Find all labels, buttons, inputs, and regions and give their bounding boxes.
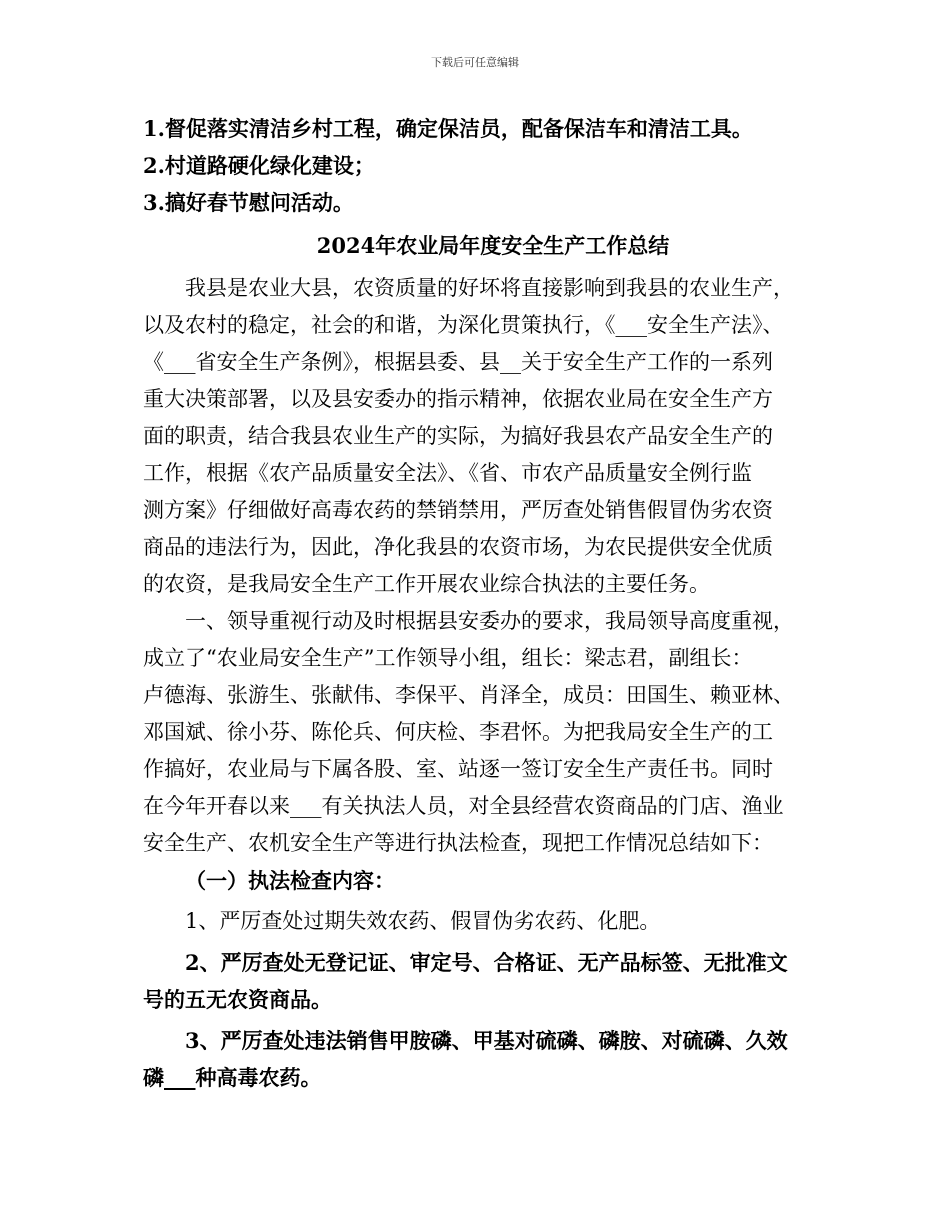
document-title: 2024年农业局年度安全生产工作总结: [316, 233, 670, 258]
list-item-1: 1.督促落实清洁乡村工程，确定保洁员，配备保洁车和清洁工具。: [143, 116, 753, 141]
paragraph-line: 的农资，是我局安全生产工作开展农业综合执法的主要任务。: [143, 572, 710, 596]
paragraph-line: 我县是农业大县，农资质量的好坏将直接影响到我县的农业生产，: [185, 276, 794, 300]
inspection-item-3: [143, 1022, 823, 1096]
inspection-item-1: 1、严厉查处过期失效农药、假冒伪劣农药、化肥。: [185, 909, 661, 933]
header-note: 下载后可任意编辑: [431, 56, 519, 69]
paragraph-line: 商品的违法行为，因此，净化我县的农资市场，为农民提供安全优质: [143, 535, 773, 559]
paragraph-line: 3、严厉查处违法销售甲胺磷、甲基对硫磷、磷胺、对硫磷、久效: [185, 1028, 788, 1053]
paragraph-line: 重大决策部署，以及县安委办的指示精神，依据农业局在安全生产方: [143, 387, 773, 411]
inspection-item-2: [143, 944, 823, 1018]
paragraph-line: 测方案》仔细做好高毒农药的禁销禁用，严厉查处销售假冒伪劣农资: [143, 498, 773, 522]
paragraph-leadership: [143, 603, 823, 862]
paragraph-line: 号的五无农资商品。: [143, 987, 332, 1012]
paragraph-line: 一、领导重视行动及时根据县安委办的要求，我局领导高度重视，: [185, 609, 794, 633]
paragraph-line: 面的职责，结合我县农业生产的实际，为搞好我县农产品安全生产的: [143, 424, 773, 448]
paragraph-line: 成立了“农业局安全生产”工作领导小组，组长：梁志君，副组长：: [143, 646, 753, 670]
paragraph-line: 邓国斌、徐小芬、陈伦兵、何庆检、李君怀。为把我局安全生产的工: [143, 720, 773, 744]
paragraph-line: 《___省安全生产条例》，根据县委、县__关于安全生产工作的一系列: [143, 350, 773, 374]
paragraph-line: 安全生产、农机安全生产等进行执法检查，现把工作情况总结如下：: [143, 831, 773, 855]
list-item-2: 2.村道路硬化绿化建设；: [143, 153, 375, 178]
paragraph-line: 卢德海、张游生、张献伟、李保平、肖泽全，成员：田国生、赖亚林、: [143, 683, 794, 707]
paragraph-line: 在今年开春以来___有关执法人员，对全县经营农资商品的门店、渔业: [143, 794, 784, 818]
paragraph-line: 磷___种高毒农药。: [143, 1065, 322, 1090]
section-subheading: （一）执法检查内容：: [185, 868, 395, 893]
paragraph-intro: [143, 270, 823, 603]
document-body: [143, 110, 823, 1096]
paragraph-line: 作搞好，农业局与下属各股、室、站逐一签订安全生产责任书。同时: [143, 757, 773, 781]
paragraph-line: 2、严厉查处无登记证、审定号、合格证、无产品标签、无批准文: [185, 950, 788, 975]
paragraph-line: 工作，根据《农产品质量安全法》、《省、市农产品质量安全例行监: [143, 461, 752, 485]
paragraph-line: 以及农村的稳定，社会的和谐，为深化贯策执行，《___安全生产法》、: [143, 313, 784, 337]
list-item-3: 3.搞好春节慰问活动。: [143, 190, 354, 215]
